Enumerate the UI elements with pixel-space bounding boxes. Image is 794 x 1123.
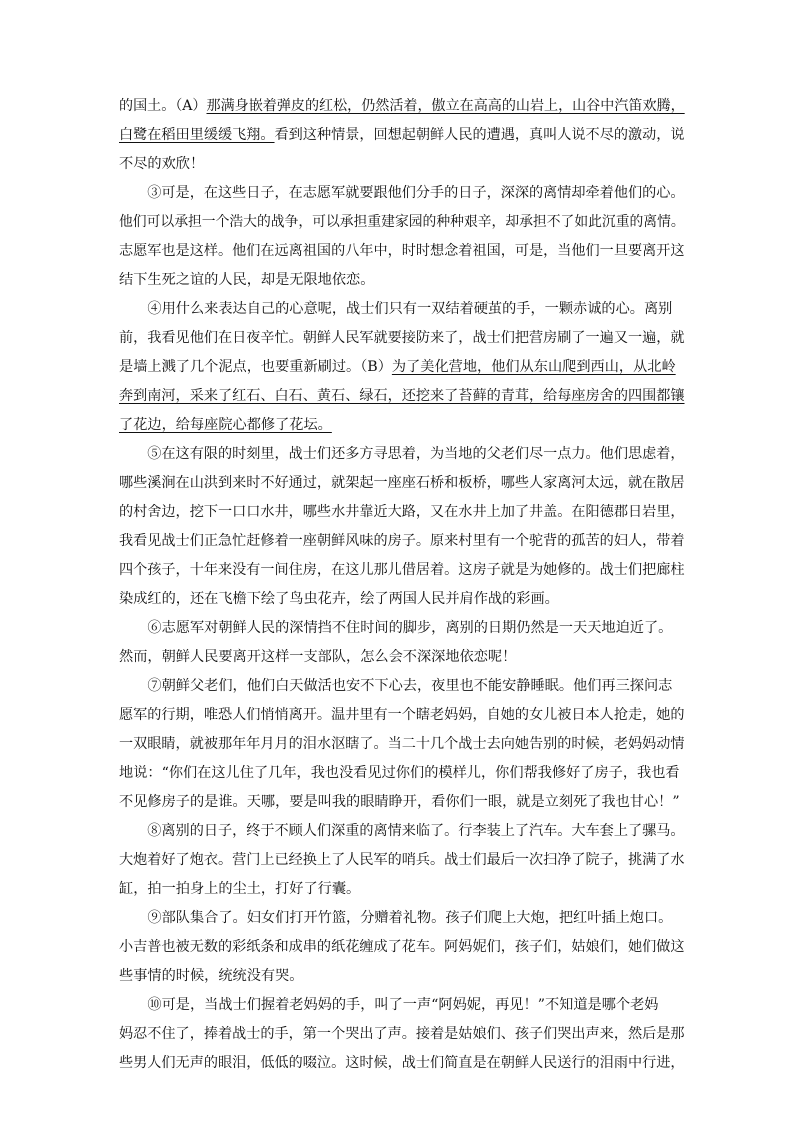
text-segment: ⑩可是，当战士们握着老妈妈的手，叫了一声“阿妈妮，再见！”不知道是哪个老妈 — [119, 997, 659, 1013]
text-segment: ⑤在这有限的时刻里，战士们还多方寻思着，为当地的父老们尽一点力。他们思虑着， — [119, 446, 685, 462]
text-segment: 他们可以承担一个浩大的战争，可以承担重建家园的种种艰辛，却承担不了如此沉重的离情。 — [119, 214, 685, 230]
text-segment: 妈忍不住了，捧着战士的手，第一个哭出了声。接着是姑娘们、孩子们哭出声来，然后是那 — [119, 1026, 685, 1042]
text-segment: 哪些溪涧在山洪到来时不好通过，就架起一座座石桥和板桥，哪些人家离河太远，就在散居 — [119, 475, 685, 491]
text-segment: 愿军的行期，唯恐人们悄悄离开。温井里有一个瞎老妈妈，自她的女儿被日本人抢走，她的 — [119, 707, 685, 723]
text-segment: 四个孩子，十年来没有一间住房，在这儿那儿借居着。这房子就是为她修的。战士们把廊柱 — [119, 562, 685, 578]
text-line — [119, 324, 683, 353]
text-line — [119, 179, 683, 208]
text-line — [119, 904, 685, 933]
underlined-text: 了花边，给每座院心都修了花坛。 — [119, 417, 332, 433]
text-line — [119, 846, 683, 875]
text-segment: 染成红的，还在飞檐下绘了鸟虫花卉，绘了两国人民并肩作战的彩画。 — [119, 591, 559, 607]
text-segment: 小吉普也被无数的彩纸条和成串的纸花缠成了花车。阿妈妮们，孩子们，姑娘们，她们做这 — [119, 939, 685, 955]
text-line — [119, 672, 685, 701]
text-segment: ⑥志愿军对朝鲜人民的深情挡不住时间的脚步，离别的日期仍然是一天天地迫近了。 — [119, 620, 673, 636]
text-line — [119, 121, 683, 150]
text-line — [119, 266, 685, 295]
text-line — [119, 991, 685, 1020]
text-segment: 缸，拍一拍身上的尘土，打好了行囊。 — [119, 881, 361, 897]
text-segment: 我看见战士们正急忙赶修着一座朝鲜风味的房子。原来村里有一个驼背的孤苦的妇人，带着 — [119, 533, 685, 549]
underlined-text: 那满身嵌着弹皮的红松，仍然活着，傲立在高高的山岩上，山谷中汽笛欢腾， — [206, 98, 685, 114]
text-segment: 大炮着好了炮衣。营门上已经换上了人民军的哨兵。战士们最后一次扫净了院子，挑满了水 — [119, 852, 685, 868]
text-line — [119, 1020, 683, 1049]
text-segment: 是墙上溅了几个泥点，也要重新刷过。（B） — [119, 359, 392, 375]
text-line — [119, 875, 685, 904]
text-segment: 一双眼睛，就被那年年月月的泪水沤瞎了。当二十几个战士去向她告别的时候，老妈妈动情 — [119, 736, 685, 752]
text-line — [119, 556, 683, 585]
text-segment: ⑦朝鲜父老们，他们白天做活也安不下心去，夜里也不能安静睡眠。他们再三探问志 — [119, 678, 673, 694]
text-segment: 不尽的欢欣！ — [119, 156, 205, 172]
text-segment: 些事情的时候，统统没有哭。 — [119, 968, 304, 984]
text-line — [119, 92, 685, 121]
text-line — [119, 643, 685, 672]
text-segment: ⑨部队集合了。妇女们打开竹篮，分赠着礼物。孩子们爬上大炮，把红叶插上炮口。 — [119, 910, 673, 926]
underlined-text: 奔到南河，采来了红石、白石、黄石、绿石，还挖来了苔藓的青茸，给每座房舍的四围都镶 — [119, 388, 685, 404]
text-segment: 然而，朝鲜人民要离开这样一支部队，怎么会不深深地依恋呢！ — [119, 649, 517, 665]
text-segment: 结下生死之谊的人民，却是无限地依恋。 — [119, 272, 375, 288]
text-line — [119, 962, 685, 991]
article-text — [119, 92, 685, 1078]
text-segment: 前，我看见他们在日夜辛忙。朝鲜人民军就要接防来了，战士们把营房刷了一遍又一遍，就 — [119, 330, 685, 346]
text-segment: ④用什么来表达自己的心意呢，战士们只有一双结着硬茧的手，一颗赤诚的心。离别 — [119, 301, 673, 317]
text-line — [119, 585, 685, 614]
text-line — [119, 150, 685, 179]
text-line — [119, 788, 685, 817]
text-segment: ③可是，在这些日子，在志愿军就要跟他们分手的日子，深深的离情却牵着他们的心。 — [119, 185, 685, 201]
text-line — [119, 382, 683, 411]
text-line — [119, 469, 683, 498]
text-line — [119, 730, 683, 759]
text-segment: 的国土。（A） — [119, 98, 207, 114]
text-segment: ⑧离别的日子，终于不顾人们深重的离情来临了。行李装上了汽车。大车套上了骡马。 — [119, 823, 685, 839]
text-segment: 不见修房子的是谁。天哪，要是叫我的眼睛睁开，看你们一眼，就是立刻死了我也甘心！” — [119, 794, 680, 810]
text-line — [119, 237, 683, 266]
text-segment: 些男人们无声的眼泪，低低的啜泣。这时候，战士们简直是在朝鲜人民送行的泪雨中行进， — [119, 1055, 685, 1071]
text-segment: 看到这种情景，回想起朝鲜人民的遭遇，真叫人说不尽的激动，说 — [274, 127, 685, 143]
text-line — [119, 759, 685, 788]
text-line — [119, 295, 685, 324]
text-segment: 志愿军也是这样。他们在远离祖国的八年中，时时想念着祖国，可是，当他们一旦要离开这 — [119, 243, 685, 259]
text-line — [119, 933, 683, 962]
text-line — [119, 440, 683, 469]
text-line — [119, 411, 685, 440]
text-line — [119, 498, 683, 527]
text-line — [119, 701, 683, 730]
text-segment: 地说：“你们在这儿住了几年，我也没看见过你们的模样儿，你们帮我修好了房子，我也看 — [119, 765, 680, 781]
text-line — [119, 1049, 683, 1078]
text-line — [119, 353, 685, 382]
text-line — [119, 817, 683, 846]
text-segment: 的村舍边，挖下一口口水井，哪些水井靠近大路，又在水井上加了井盖。在阳德郡日岩里， — [119, 504, 685, 520]
underlined-text: 白鹭在稻田里缓缓飞翔。 — [119, 127, 275, 143]
underlined-text: 为了美化营地，他们从东山爬到西山，从北岭 — [391, 359, 676, 375]
text-line — [119, 527, 683, 556]
text-line — [119, 614, 685, 643]
text-line — [119, 208, 685, 237]
